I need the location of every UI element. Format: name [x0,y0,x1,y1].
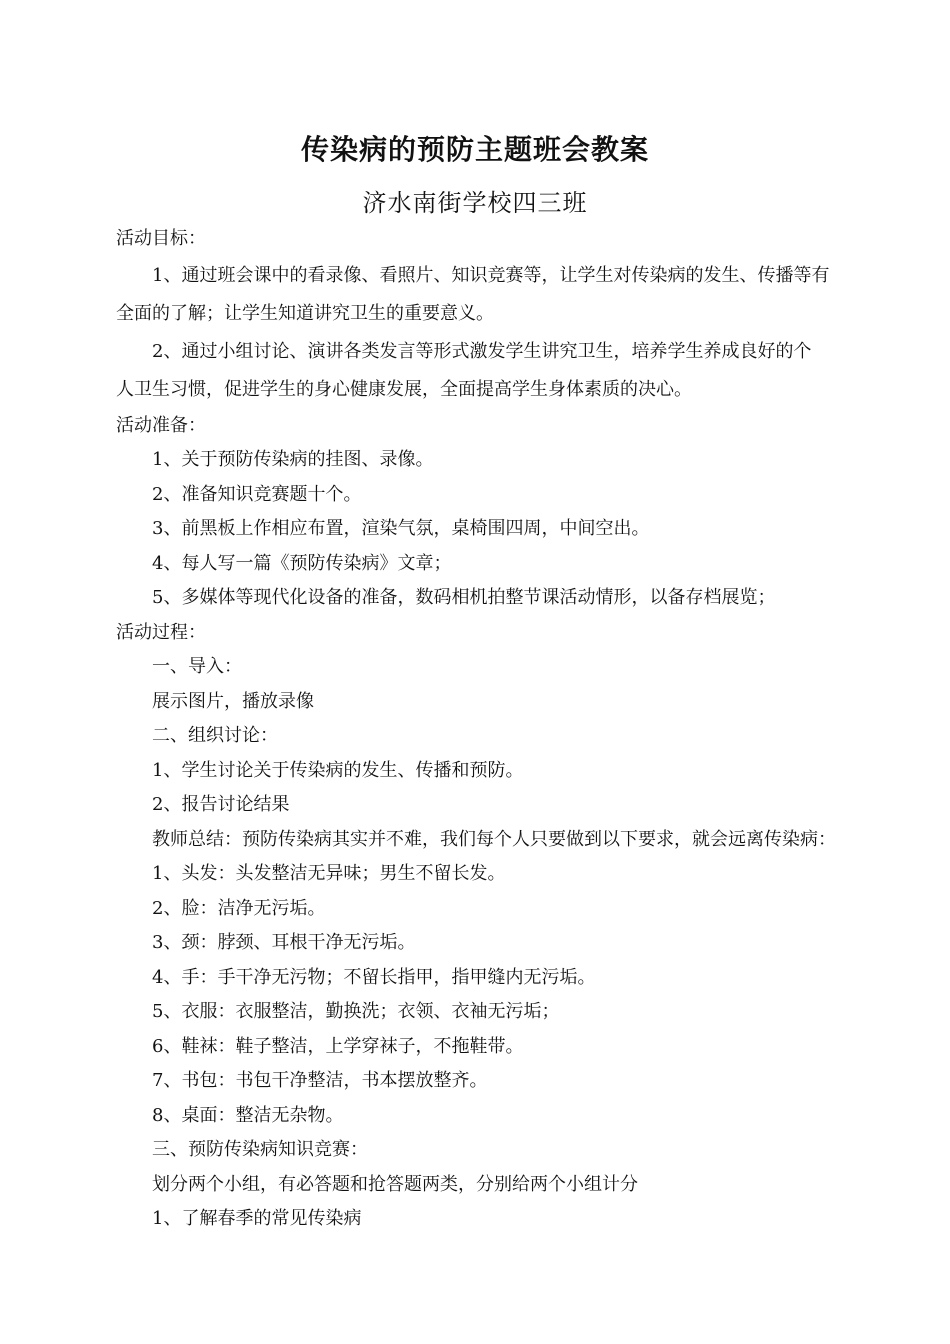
paragraph-line: 2、报告讨论结果 [152,794,290,815]
paragraph-line: 3、颈：脖颈、耳根干净无污垢。 [152,932,416,953]
paragraph-line: 二、组织讨论： [152,725,278,746]
paragraph-line: 三、预防传染病知识竞赛： [152,1139,368,1160]
paragraph-line: 一、导入： [152,656,242,677]
paragraph-line: 教师总结：预防传染病其实并不难，我们每个人只要做到以下要求，就会远离传染病： [152,828,836,850]
paragraph-line: 1、关于预防传染病的挂图、录像。 [152,449,434,470]
paragraph-line: 7、书包：书包干净整洁，书本摆放整齐。 [152,1070,488,1091]
paragraph-line: 划分两个小组，有必答题和抢答题两类，分别给两个小组计分 [152,1173,638,1195]
paragraph-line: 4、手：手干净无污物；不留长指甲，指甲缝内无污垢。 [152,966,596,988]
paragraph-line: 人卫生习惯，促进学生的身心健康发展，全面提高学生身体素质的决心。 [116,378,692,400]
paragraph-line: 活动准备： [116,414,206,436]
paragraph-line: 全面的了解；让学生知道讲究卫生的重要意义。 [116,302,494,324]
paragraph-line: 2、脸：洁净无污垢。 [152,897,326,919]
paragraph-line: 5、多媒体等现代化设备的准备，数码相机拍整节课活动情形，以备存档展览； [152,587,776,608]
document-subtitle: 济水南街学校四三班 [362,189,588,217]
paragraph-line: 活动过程： [116,621,206,643]
paragraph-line: 5、衣服：衣服整洁，勤换洗；衣领、衣袖无污垢； [152,1001,560,1022]
document-title: 传染病的预防主题班会教案 [300,133,649,166]
paragraph-line: 8、桌面：整洁无杂物。 [152,1104,344,1126]
paragraph-line: 1、头发：头发整洁无异味；男生不留长发。 [152,863,506,884]
paragraph-line: 1、了解春季的常见传染病 [152,1208,362,1229]
document-body [116,222,850,1237]
paragraph-line: 2、通过小组讨论、演讲各类发言等形式激发学生讲究卫生，培养学生养成良好的个 [152,340,812,362]
paragraph-line: 1、学生讨论关于传染病的发生、传播和预防。 [152,759,524,781]
paragraph-line: 2、准备知识竞赛题十个。 [152,483,362,505]
paragraph-line: 3、前黑板上作相应布置，渲染气氛，桌椅围四周，中间空出。 [152,518,650,539]
paragraph-line: 展示图片，播放录像 [152,690,314,712]
paragraph-line: 1、通过班会课中的看录像、看照片、知识竞赛等，让学生对传染病的发生、传播等有 [152,264,830,286]
paragraph-line: 4、每人写一篇《预防传染病》文章； [152,552,452,574]
paragraph-line: 6、鞋袜：鞋子整洁，上学穿袜子，不拖鞋带。 [152,1035,524,1057]
paragraph-line: 活动目标： [116,228,206,249]
